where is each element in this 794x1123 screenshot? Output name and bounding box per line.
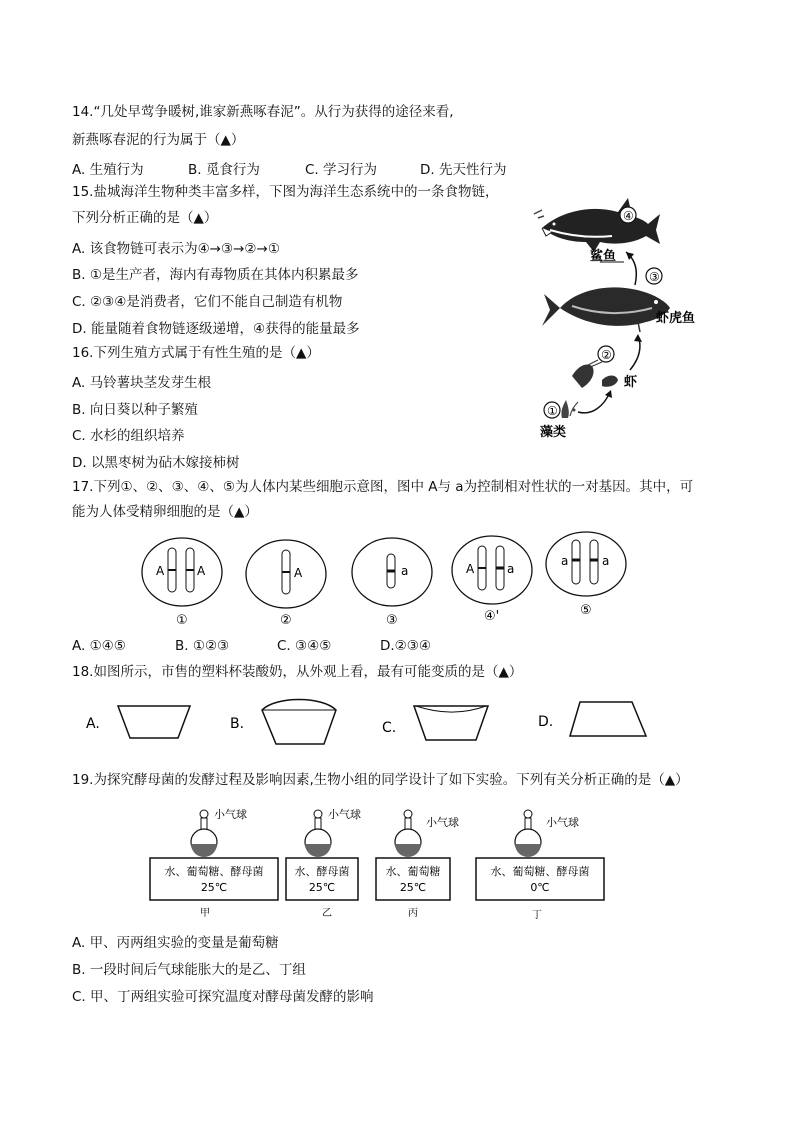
q15-stem-line2: 下列分析正确的是（▲）	[72, 210, 218, 226]
q15-stem-line1: 15.盐城海洋生物种类丰富多样，下图为海洋生态系统中的一条食物链，	[72, 184, 499, 200]
cell-2	[246, 540, 326, 628]
cell-1	[142, 538, 222, 628]
arrowhead-1-to-2	[605, 390, 612, 398]
q17-option-b: B. ①②③	[175, 638, 230, 654]
cup-c	[414, 706, 488, 740]
balloon-label-jia: 小气球	[214, 808, 247, 821]
arrow-1-to-2	[578, 392, 610, 413]
name-ding: 丁	[532, 910, 542, 921]
cell3-right-gene: a	[401, 564, 409, 578]
box-jia-line1: 水、葡萄糖、酵母菌	[164, 865, 264, 878]
cell-3	[352, 538, 432, 628]
q14-option-d: D. 先天性行为	[420, 162, 507, 178]
flask-bing	[376, 810, 459, 919]
cells-figure	[140, 528, 660, 628]
cell-4	[452, 536, 532, 624]
flask-ding	[476, 810, 604, 921]
cup-d-label: D.	[538, 714, 554, 730]
label-shrimp: 虾	[624, 375, 638, 390]
q14-option-b: B. 觅食行为	[188, 162, 260, 178]
cell5-left-gene: a	[561, 554, 569, 568]
balloon-label-yi: 小气球	[328, 808, 361, 821]
label-tuna: 虾虎鱼	[656, 311, 696, 326]
q15-option-d: D. 能量随着食物链逐级递增，④获得的能量最多	[72, 321, 360, 337]
q16-stem: 16.下列生殖方式属于有性生殖的是（▲）	[72, 345, 320, 361]
q17-stem-line2: 能为人体受精卵细胞的是（▲）	[72, 504, 258, 520]
q19-option-c: C. 甲、丁两组实验可探究温度对酵母菌发酵的影响	[72, 989, 374, 1005]
cell2-number: ②	[280, 613, 292, 628]
q16-option-a: A. 马铃薯块茎发芽生根	[72, 375, 212, 391]
cell1-left-gene: A	[156, 564, 165, 578]
q14-stem-line1: 14.“几处早莺争暖树,谁家新燕啄春泥”。从行为获得的途径来看,	[72, 104, 454, 120]
q16-option-c: C. 水杉的组织培养	[72, 428, 185, 444]
cup-a	[118, 706, 190, 738]
tuna-fish-icon	[542, 287, 670, 332]
q14-option-c: C. 学习行为	[305, 162, 378, 178]
label-shark: 鲨鱼	[590, 249, 617, 264]
q16-option-d: D. 以黑枣树为砧木嫁接柿树	[72, 455, 240, 471]
q19-option-a: A. 甲、丙两组实验的变量是葡萄糖	[72, 935, 279, 951]
name-bing: 丙	[408, 908, 418, 919]
q16-option-b: B. 向日葵以种子繁殖	[72, 402, 198, 418]
cell5-number: ⑤	[580, 603, 592, 618]
label-n2: ②	[601, 348, 612, 362]
arrowhead-2-to-3	[634, 334, 642, 342]
q17-option-a: A. ①④⑤	[72, 638, 126, 654]
shark-icon	[534, 198, 660, 252]
balloon-label-ding: 小气球	[546, 816, 579, 829]
cell4-left-gene: A	[466, 562, 475, 576]
flask-yi	[286, 808, 361, 919]
cell3-number: ③	[386, 613, 398, 628]
cup-a-label: A.	[86, 716, 100, 732]
cell1-number: ①	[176, 613, 188, 628]
cup-b-label: B.	[230, 716, 245, 732]
box-ding-line2: 0℃	[530, 881, 550, 894]
q14-stem-line2: 新燕啄春泥的行为属于（▲）	[72, 132, 245, 148]
q17-option-d: D.②③④	[380, 638, 431, 654]
algae-icon	[561, 400, 578, 418]
q15-option-c: C. ②③④是消费者，它们不能自己制造有机物	[72, 294, 343, 310]
cell-5	[546, 532, 626, 618]
name-yi: 乙	[322, 908, 332, 919]
q19-stem: 19.为探究酵母菌的发酵过程及影响因素,生物小组的同学设计了如下实验。下列有关分析正确的是（▲）	[72, 772, 689, 788]
box-bing-line2: 25℃	[399, 881, 427, 894]
box-yi-line2: 25℃	[308, 881, 336, 894]
food-chain-figure	[520, 190, 720, 445]
balloon-icon	[314, 810, 322, 818]
cell5-right-gene: a	[602, 554, 610, 568]
cup-c-label: C.	[382, 720, 397, 736]
cell2-right-gene: A	[294, 566, 303, 580]
box-yi-line1: 水、酵母菌	[294, 865, 350, 878]
cell1-right-gene: A	[197, 564, 206, 578]
balloon-icon	[524, 810, 532, 818]
balloon-icon	[200, 810, 208, 818]
q17-option-c: C. ③④⑤	[277, 638, 332, 654]
cup-d-inverted	[570, 702, 646, 736]
q15-option-a: A. 该食物链可表示为④→③→②→①	[72, 241, 280, 257]
q14-option-a: A. 生殖行为	[72, 162, 144, 178]
cell4-number: ④'	[484, 609, 500, 624]
flask-jia	[150, 808, 278, 919]
box-bing-line1: 水、葡萄糖	[385, 865, 441, 878]
q19-option-b: B. 一段时间后气球能胀大的是乙、丁组	[72, 962, 306, 978]
cup-b-bulging	[262, 700, 336, 745]
balloon-icon	[404, 810, 412, 818]
q17-stem-line1: 17.下列①、②、③、④、⑤为人体内某些细胞示意图，图中 A与 a为控制相对性状的一对基因。其中，可	[72, 479, 694, 495]
label-n4: ④	[623, 209, 634, 223]
q18-stem: 18.如图所示，市售的塑料杯装酸奶，从外观上看，最有可能变质的是（▲）	[72, 664, 523, 680]
yeast-experiment-figure	[140, 808, 620, 926]
box-jia-line2: 25℃	[200, 881, 228, 894]
yogurt-cups-figure	[80, 690, 760, 750]
label-n3: ③	[649, 270, 660, 284]
label-n1: ①	[547, 404, 558, 418]
balloon-label-bing: 小气球	[426, 816, 459, 829]
name-jia: 甲	[200, 908, 210, 919]
label-algae: 藻类	[540, 425, 567, 440]
cell4-right-gene: a	[507, 562, 515, 576]
q15-option-b: B. ①是生产者，海内有毒物质在其体内积累最多	[72, 267, 359, 283]
box-ding-line1: 水、葡萄糖、酵母菌	[490, 865, 590, 878]
shrimp-icon	[572, 360, 618, 388]
